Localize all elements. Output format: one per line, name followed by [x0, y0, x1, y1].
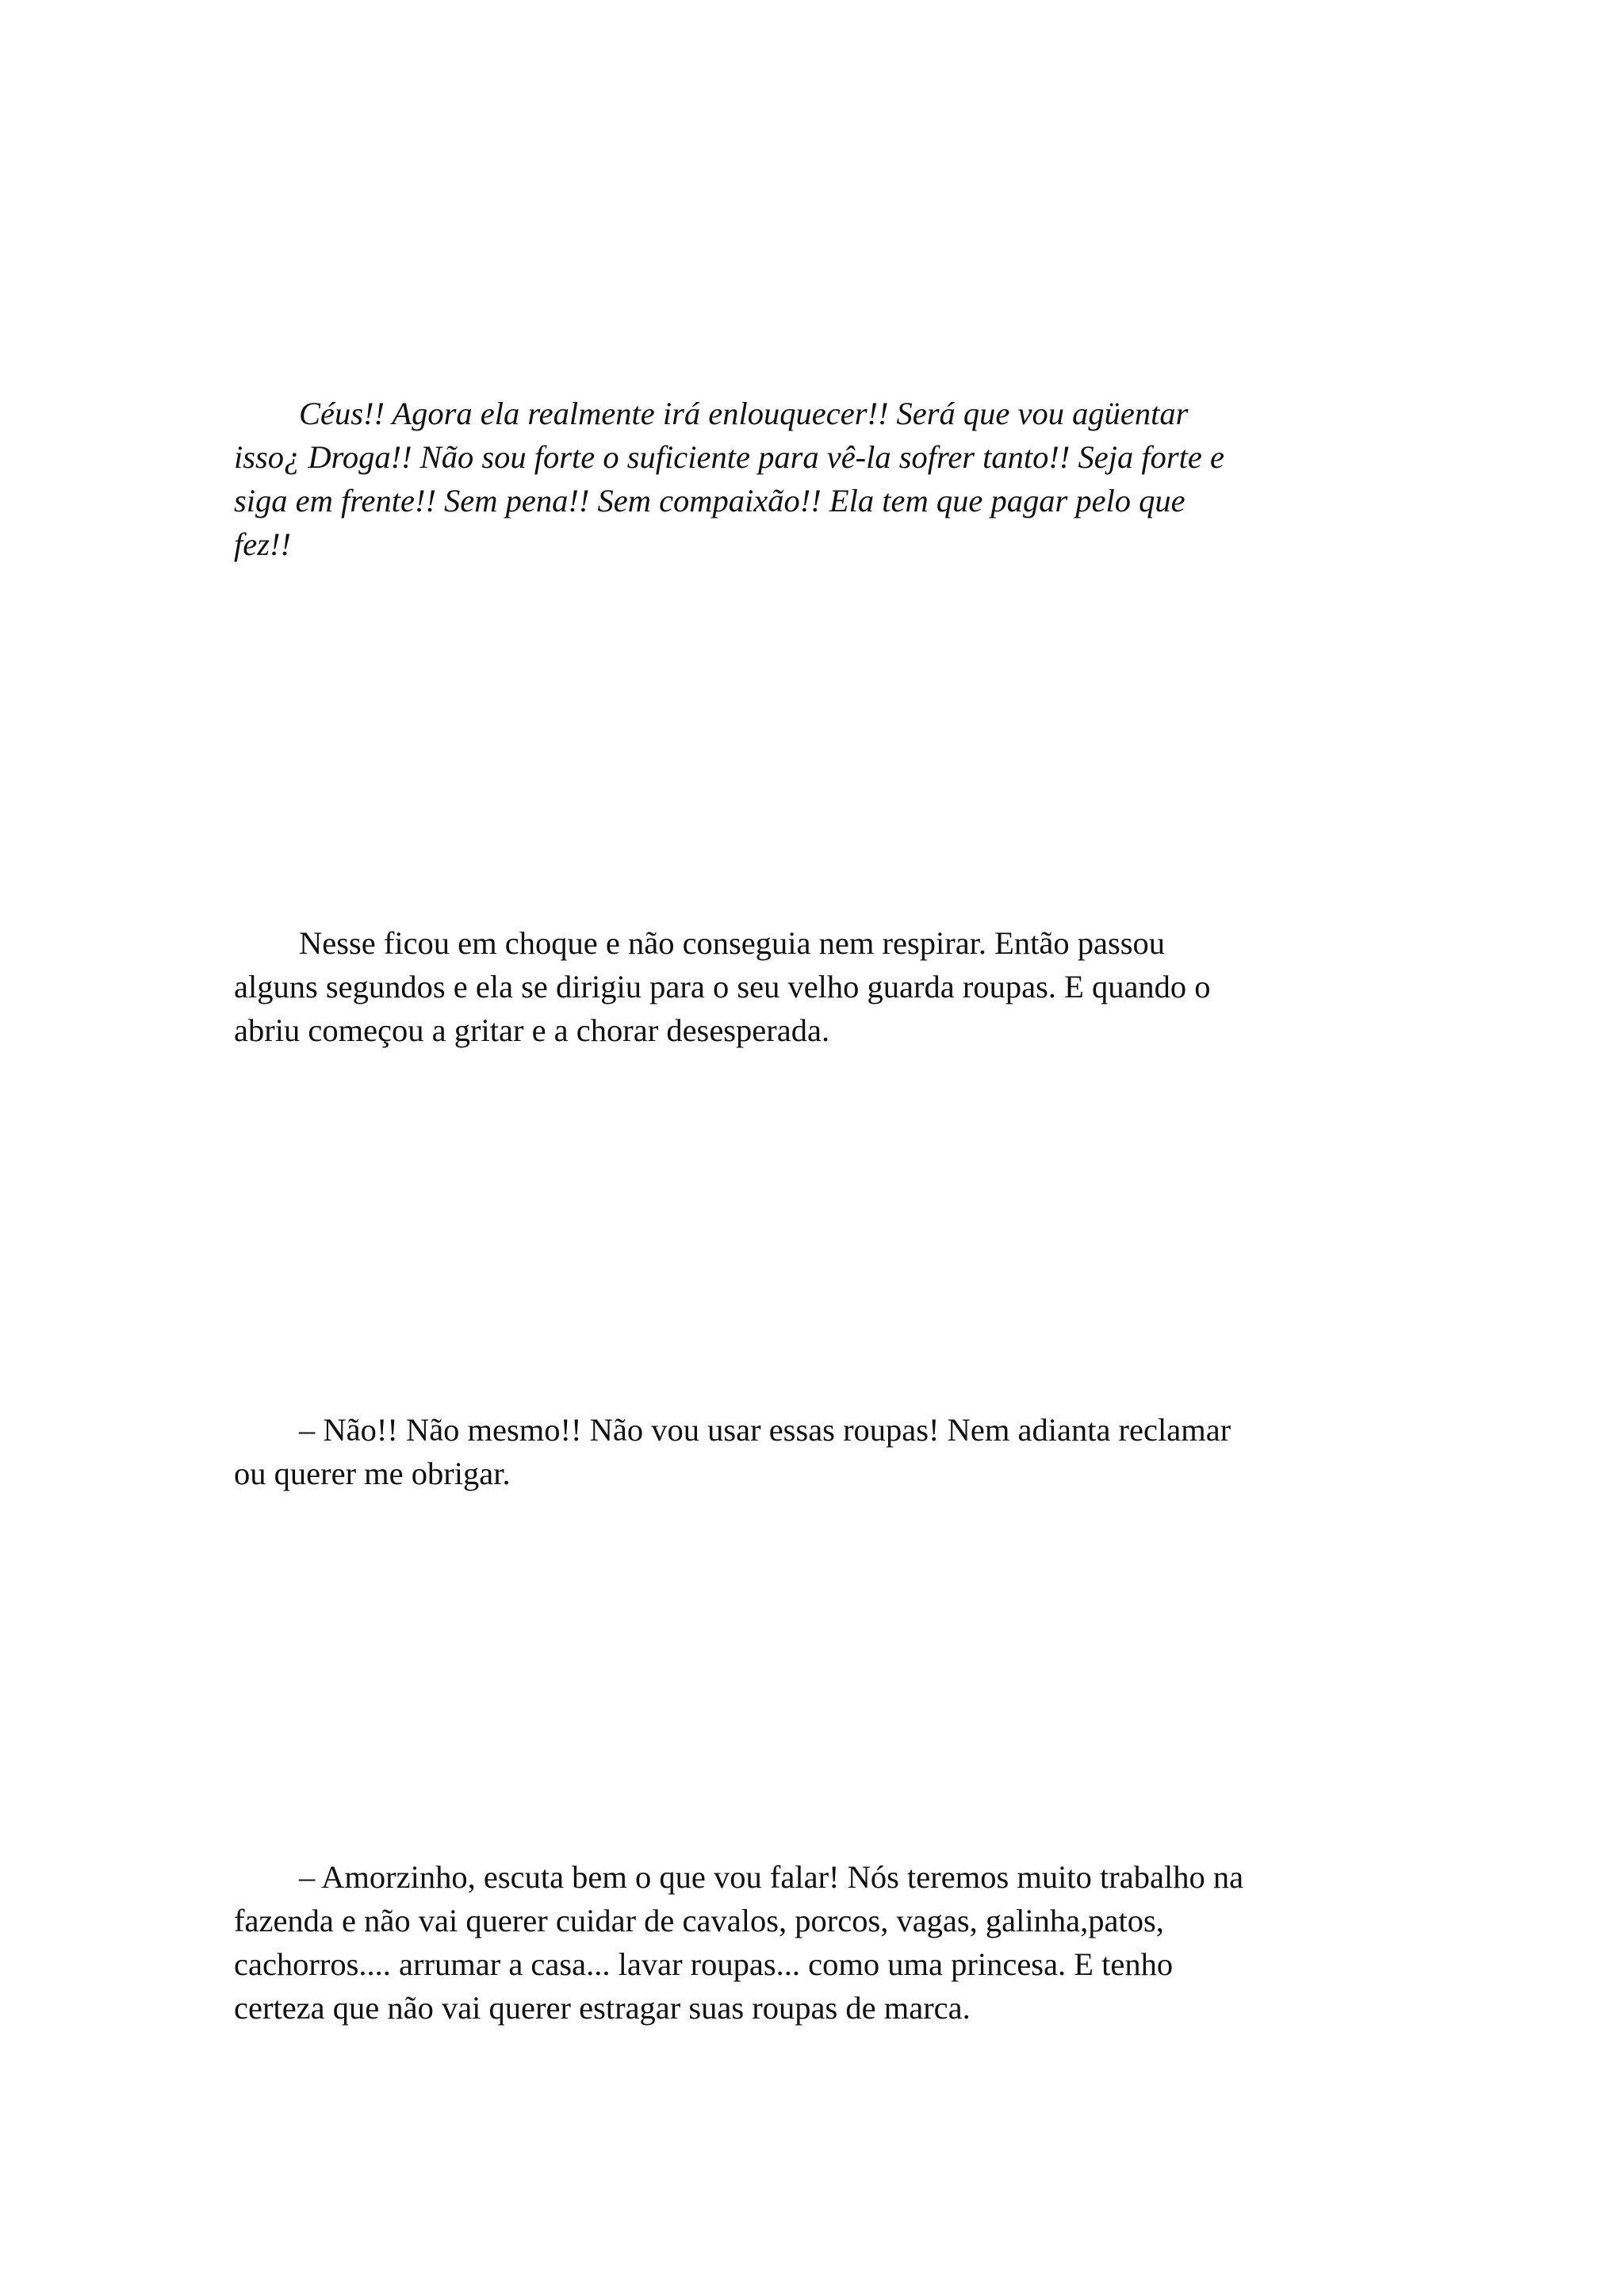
paragraph-narration [234, 921, 1400, 1052]
text-line: abriu começou a gritar e a chorar desesperada. [234, 1012, 830, 1048]
text-line: isso¿ Droga!! Não sou forte o suficiente para vê-la sofrer tanto!! Seja forte e [234, 439, 1224, 475]
text-line: Céus!! Agora ela realmente irá enlouquecer!! Será que vou agüentar [299, 396, 1189, 431]
text-line: fazenda e não vai querer cuidar de cavalos, porcos, vagas, galinha,patos, [234, 1903, 1164, 1938]
text-line: cachorros.... arrumar a casa... lavar roupas... como uma princesa. E tenho [234, 1946, 1174, 1982]
text-line: – Não!! Não mesmo!! Não vou usar essas roupas! Nem adianta reclamar [299, 1412, 1231, 1448]
text-line: certeza que não vai querer estragar suas roupas de marca. [234, 1990, 971, 2026]
text-line: siga em frente!! Sem pena!! Sem compaixão!! Ela tem que pagar pelo que [234, 483, 1185, 519]
paragraph-inner-thought [234, 392, 1400, 566]
text-line: Nesse ficou em choque e não conseguia nem respirar. Então passou [299, 925, 1166, 961]
paragraph-dialogue [234, 1855, 1400, 2030]
text-line: alguns segundos e ela se dirigiu para o seu velho guarda roupas. E quando o [234, 969, 1211, 1004]
text-line: – Amorzinho, escuta bem o que vou falar! Nós teremos muito trabalho na [299, 1859, 1244, 1895]
text-line: fez!! [234, 526, 291, 562]
paragraph-dialogue [234, 1408, 1400, 1495]
text-line: ou querer me obrigar. [234, 1456, 511, 1491]
